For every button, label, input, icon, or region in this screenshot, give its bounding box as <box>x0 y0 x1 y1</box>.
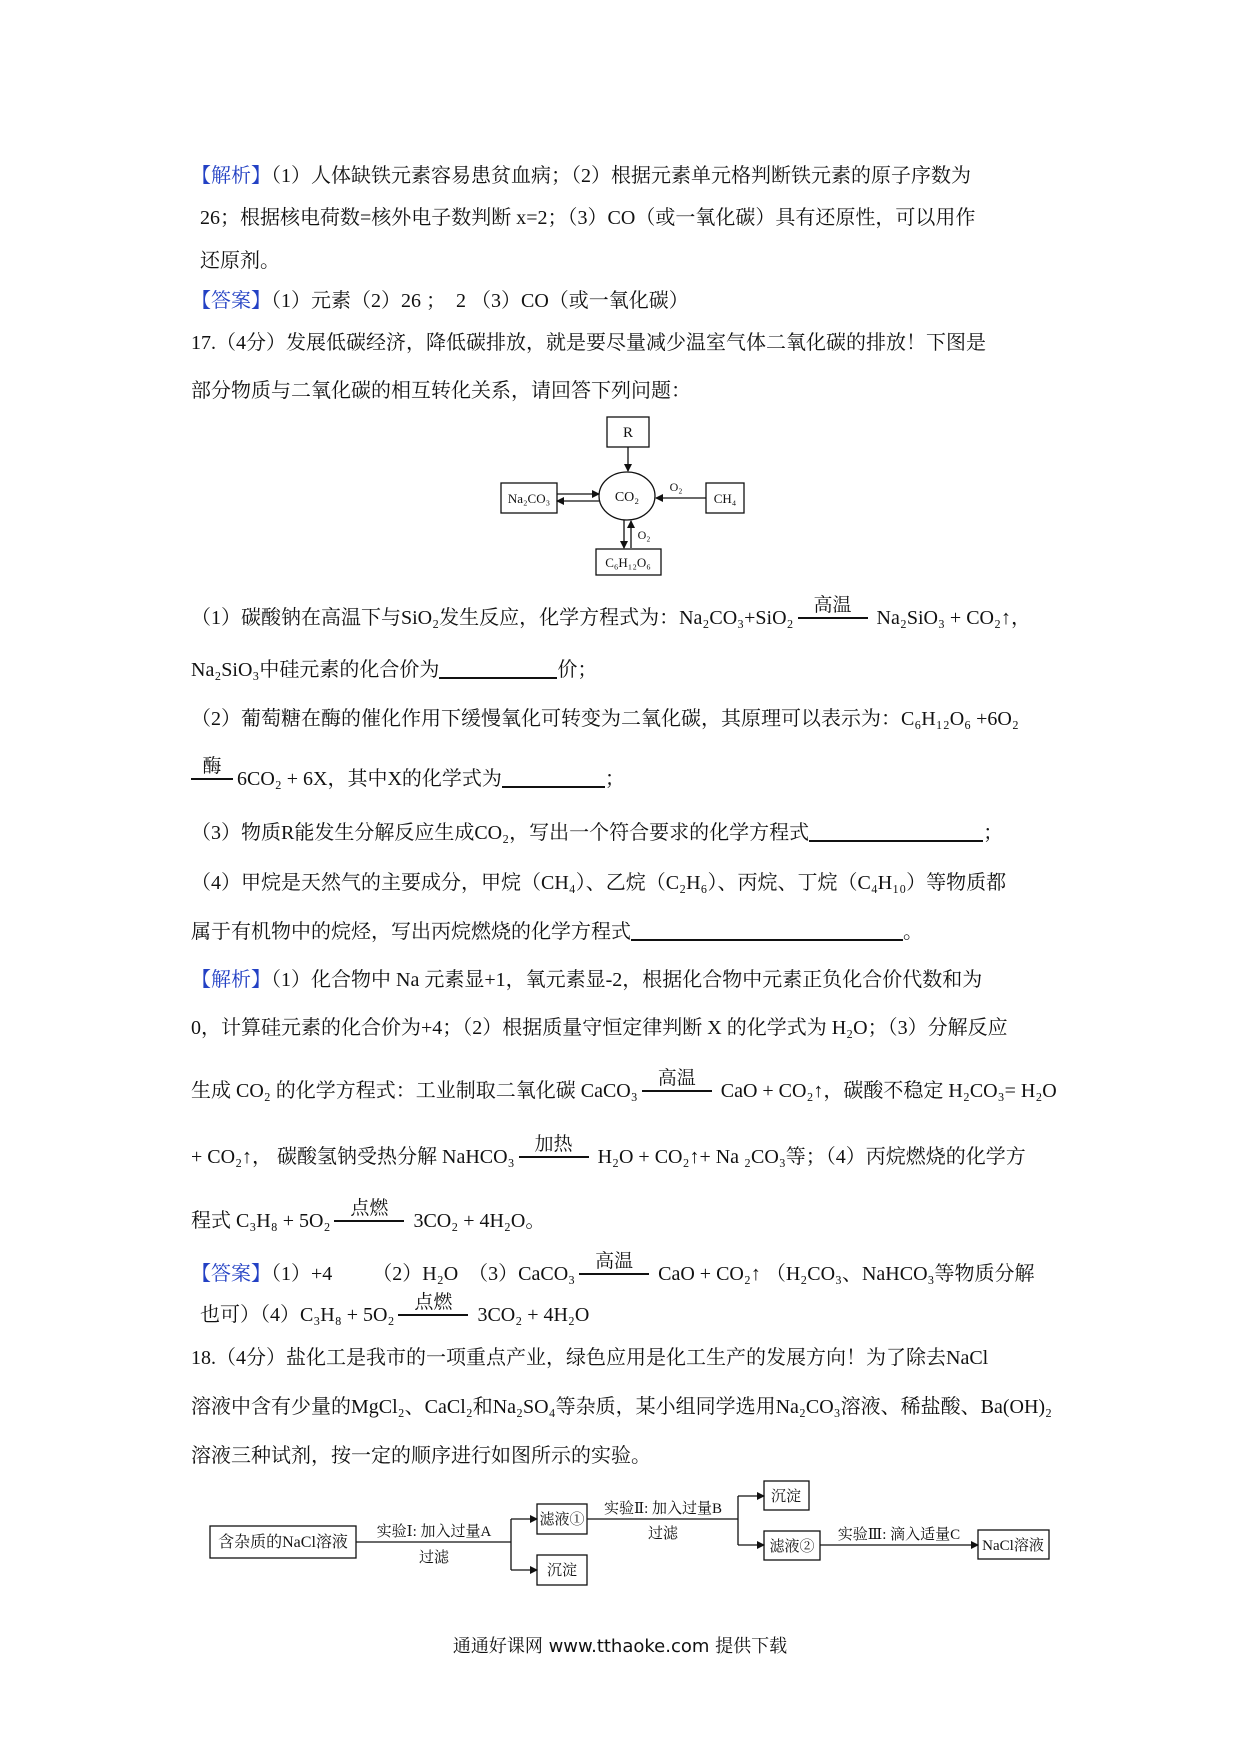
o2-arrow-label: O₂ <box>669 480 683 494</box>
q17-sub1-line <box>191 595 1031 633</box>
reaction-condition <box>398 1292 468 1316</box>
ch4-box <box>706 483 744 513</box>
r-label: R <box>622 425 634 441</box>
analysis-text: H₂O + CO₂↑+ Na ₂CO₃等；（4）丙烷燃烧的化学方 <box>592 1146 1026 1168</box>
co2-relation-diagram <box>490 405 760 585</box>
answer-tag: 【答案】 <box>191 1263 271 1285</box>
q17-sub4-line: （4）甲烷是天然气的主要成分，甲烷（CH₄）、乙烷（C₂H₆）、丙烷、丁烷（C₄H₁₀）等物质都 <box>191 872 1007 894</box>
o2-arrow-label: O₂ <box>637 528 651 542</box>
end-solution-box <box>978 1530 1049 1559</box>
q18-stem-line: 18.（4分）盐化工是我市的一项重点产业，绿色应用是化工生产的发展方向！为了除去NaCl <box>191 1347 989 1369</box>
q17-sub1-line <box>191 655 597 685</box>
question-text: （1）碳酸钠在高温下与SiO₂发生反应，化学方程式为：Na₂CO₃+SiO₂ <box>191 607 794 629</box>
answer-text: CaO + CO₂↑ （H₂CO₃、NaHCO₃等物质分解 <box>653 1263 1035 1285</box>
question-text: ； <box>983 822 1004 844</box>
q17-sub2-line: （2）葡萄糖在酶的催化作用下缓慢氧化可转变为二氧化碳，其原理可以表示为：C₆H₁₂O₆ +6O₂ <box>191 708 1019 730</box>
q18-stem-line: 溶液三种试剂，按一定的顺序进行如图所示的实验。 <box>191 1445 651 1467</box>
q17-analysis-line <box>191 1198 546 1236</box>
analysis-text: + CO₂↑， 碳酸氢钠受热分解 NaHCO₃ <box>191 1146 515 1168</box>
ch4-label: CH₄ <box>713 491 737 506</box>
question-text: Na₂SiO₃ + CO₂↑， <box>871 607 1031 629</box>
step2-label: 实验Ⅱ: 加入过量B <box>603 1501 723 1517</box>
precipitate1-box <box>537 1555 587 1585</box>
na2co3-box <box>501 483 557 513</box>
q17-analysis-line <box>191 1068 1057 1106</box>
page-footer: 通通好课网 www.tthaoke.com 提供下载 <box>452 1636 788 1657</box>
answer-blank <box>439 661 557 679</box>
condition-label: 酶 <box>202 756 222 777</box>
question-text: （3）物质R能发生分解反应生成CO₂，写出一个符合要求的化学方程式 <box>191 822 810 844</box>
analysis-text: 生成 CO₂ 的化学方程式：工业制取二氧化碳 CaCO₃ <box>191 1080 638 1102</box>
q17-analysis-line: 0，计算硅元素的化合价为+4；（2）根据质量守恒定律判断 X 的化学式为 H₂O；（3）分解反应 <box>191 1017 1008 1039</box>
answer-blank <box>631 923 903 941</box>
step1-filter-label: 过滤 <box>418 1550 450 1566</box>
question-text: Na₂SiO₃中硅元素的化合价为 <box>191 659 440 681</box>
question-text: 6CO₂ + 6X，其中X的化学式为 <box>237 768 502 790</box>
co2-node <box>599 472 655 520</box>
q17-answer-line <box>200 1292 590 1330</box>
experiment-flow-diagram <box>200 1472 1070 1594</box>
filtrate2-box <box>764 1531 820 1560</box>
answer-tag: 【答案】 <box>191 290 271 312</box>
q17-analysis-line <box>191 965 982 995</box>
q18-stem-line: 溶液中含有少量的MgCl₂、CaCl₂和Na₂SO₄等杂质，某小组同学选用Na₂CO₃溶液、稀盐酸、Ba(OH)₂ <box>191 1396 1053 1418</box>
precipitate2-label: 沉淀 <box>770 1489 802 1505</box>
analysis-text: 程式 C₃H₈ + 5O₂ <box>191 1210 331 1232</box>
q17-stem-line: 17.（4分）发展低碳经济，降低碳排放，就是要尽量减少温室气体二氧化碳的排放！下图是 <box>191 332 986 354</box>
filtrate2-label: 滤液② <box>769 1539 815 1555</box>
condition-label: 加热 <box>534 1134 573 1155</box>
analysis-text: （1）化合物中 Na 元素显+1，氧元素显-2，根据化合物中元素正负化合价代数和为 <box>271 969 983 991</box>
q17-analysis-line <box>191 1134 1026 1172</box>
analysis-tag: 【解析】 <box>191 969 271 991</box>
glucose-label: C₆H₁₂O₆ <box>605 555 651 570</box>
condition-label: 点燃 <box>350 1198 389 1219</box>
step1-label: 实验Ⅰ: 加入过量A <box>376 1524 492 1540</box>
analysis-text: （1）人体缺铁元素容易患贫血病；（2）根据元素单元格判断铁元素的原子序数为 <box>271 165 971 187</box>
question-text: 属于有机物中的烷烃，写出丙烷燃烧的化学方程式 <box>191 921 631 943</box>
reaction-condition <box>519 1134 589 1158</box>
filtrate1-box <box>537 1504 587 1534</box>
reaction-condition <box>798 595 868 619</box>
answer-blank <box>502 770 605 788</box>
q16-answer-line <box>191 286 689 316</box>
na2co3-label: Na₂CO₃ <box>507 491 551 506</box>
co2-label: CO₂ <box>614 490 640 505</box>
condition-label: 高温 <box>657 1068 696 1089</box>
condition-label: 高温 <box>595 1251 634 1272</box>
question-text: 。 <box>903 921 923 943</box>
reaction-condition <box>579 1251 649 1275</box>
analysis-tag: 【解析】 <box>191 165 271 187</box>
q17-stem-line: 部分物质与二氧化碳的相互转化关系，请回答下列问题： <box>191 380 691 402</box>
reaction-condition <box>642 1068 712 1092</box>
q16-analysis-line: 26；根据核电荷数=核外电子数判断 x=2；（3）CO（或一氧化碳）具有还原性，可以用作 <box>200 207 976 229</box>
answer-blank <box>809 824 983 842</box>
q17-answer-line <box>191 1251 1035 1289</box>
reaction-condition <box>334 1198 404 1222</box>
q16-analysis-line <box>191 161 971 191</box>
step3-label: 实验Ⅲ: 滴入适量C <box>837 1527 961 1543</box>
condition-label: 点燃 <box>414 1292 453 1313</box>
end-solution-label: NaCl溶液 <box>982 1538 1044 1554</box>
reaction-condition <box>191 756 233 780</box>
start-solution-box <box>210 1526 356 1558</box>
condition-label: 高温 <box>813 595 852 616</box>
analysis-text: 3CO₂ + 4H₂O。 <box>408 1210 546 1232</box>
question-text: 价； <box>557 659 598 681</box>
q17-sub4-line <box>191 917 923 947</box>
answer-text: 也可）（4）C₃H₈ + 5O₂ <box>200 1304 395 1326</box>
analysis-text: CaO + CO₂↑，碳酸不稳定 H₂CO₃= H₂O <box>715 1080 1057 1102</box>
precipitate2-box <box>764 1481 809 1510</box>
glucose-box <box>596 549 661 575</box>
q17-sub3-line <box>191 818 1003 848</box>
answer-text: （1）元素（2）26 ； 2 （3）CO（或一氧化碳） <box>271 290 689 312</box>
r-box <box>607 417 649 447</box>
filtrate1-label: 滤液① <box>539 1512 585 1528</box>
answer-text: 3CO₂ + 4H₂O <box>472 1304 590 1326</box>
answer-text: （1）+4 （2）H₂O （3）CaCO₃ <box>271 1263 576 1285</box>
q17-sub2-line <box>191 756 625 794</box>
start-solution-label: 含杂质的NaCl溶液 <box>218 1534 348 1551</box>
precipitate1-label: 沉淀 <box>546 1563 578 1579</box>
question-text: ； <box>604 768 625 790</box>
step2-filter-label: 过滤 <box>647 1526 679 1542</box>
q16-analysis-line: 还原剂。 <box>200 250 280 272</box>
